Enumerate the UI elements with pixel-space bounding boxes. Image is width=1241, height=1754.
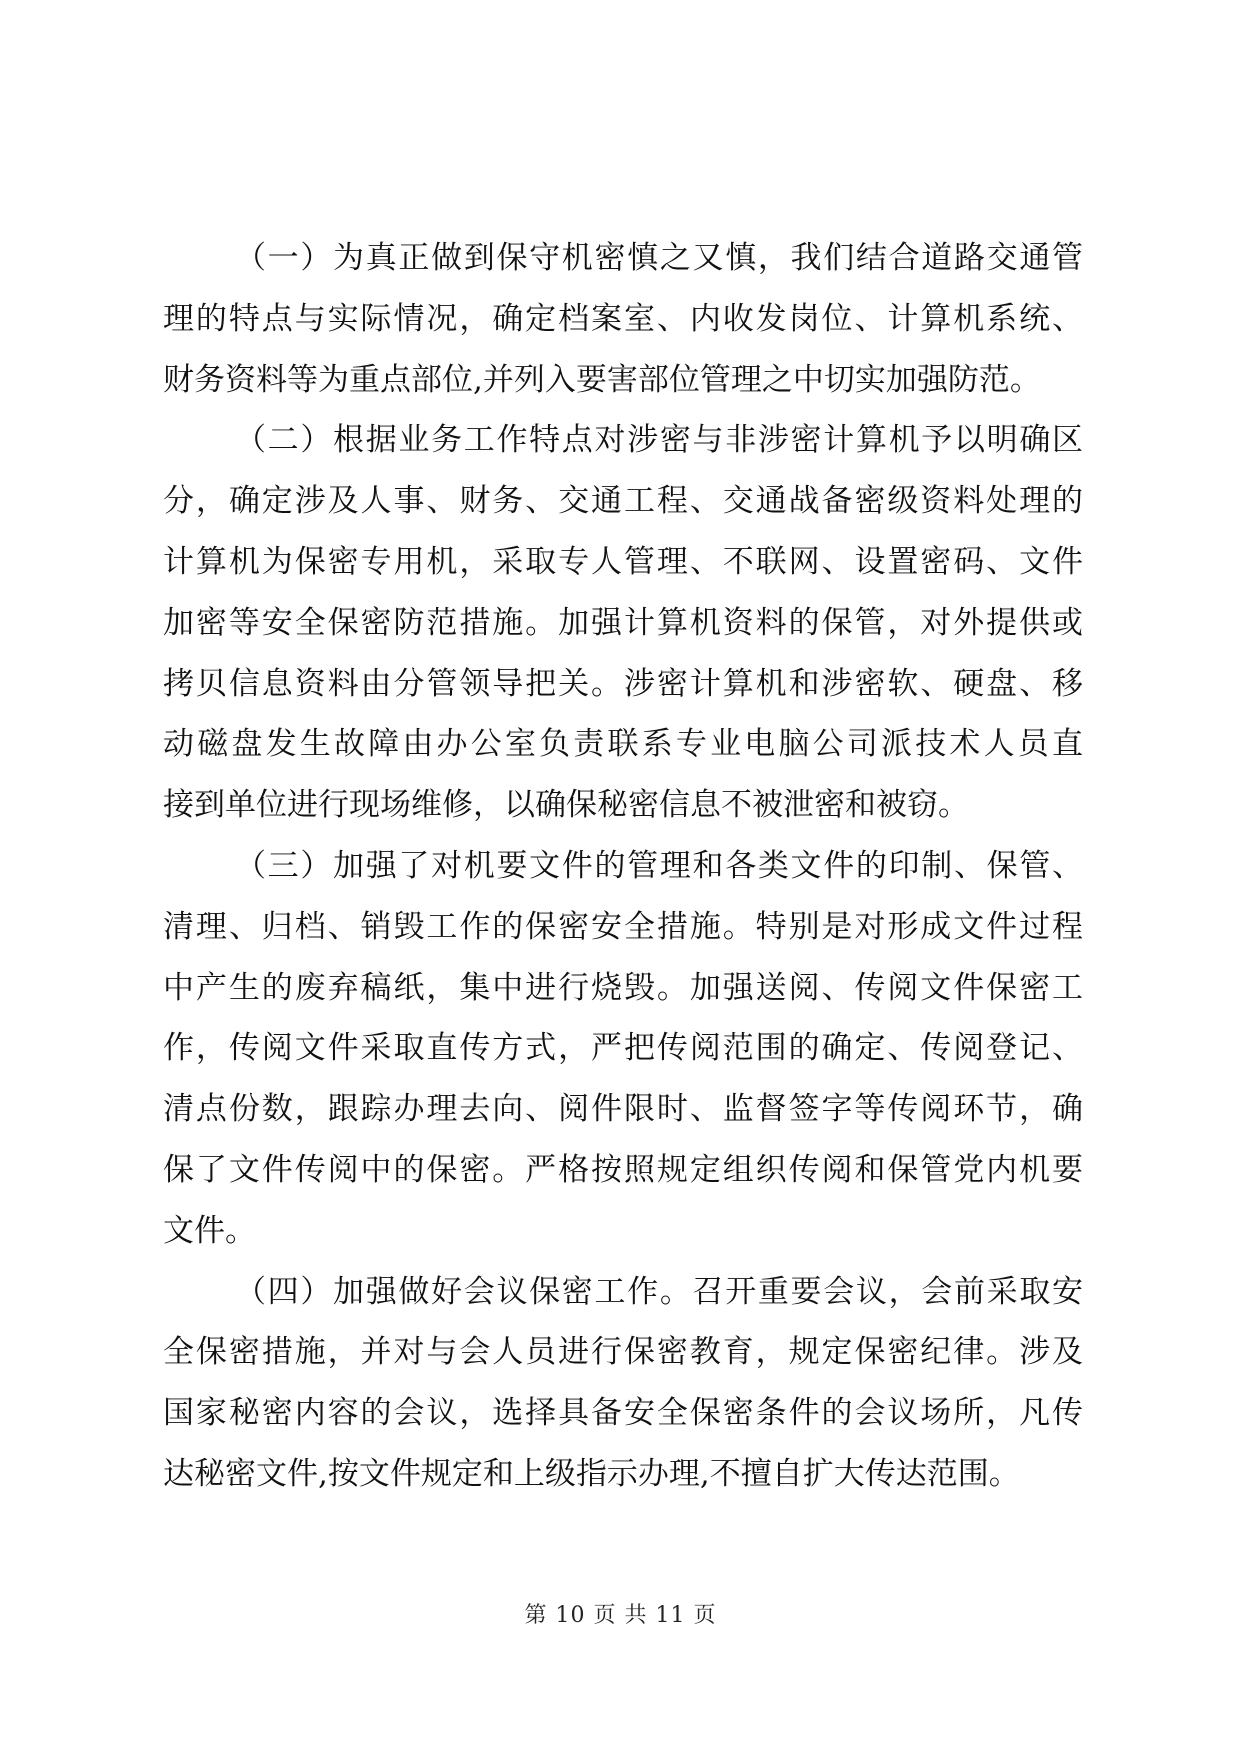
paragraph-3 — [163, 836, 1083, 1262]
text-line: 清点份数，跟踪办理去向、阅件限时、监督签字等传阅环节，确 — [163, 1091, 1083, 1128]
text-line: 接到单位进行现场维修，以确保秘密信息不被泄密和被窃。 — [163, 787, 969, 824]
text-line: 动磁盘发生故障由办公室负责联系专业电脑公司派技术人员直 — [163, 726, 1083, 763]
text-line: 拷贝信息资料由分管领导把关。涉密计算机和涉密软、硬盘、移 — [163, 665, 1083, 702]
text-line: 全保密措施，并对与会人员进行保密教育，规定保密纪律。涉及 — [163, 1334, 1083, 1371]
paragraph-1 — [163, 228, 1083, 410]
text-line: 保了文件传阅中的保密。严格按照规定组织传阅和保管党内机要 — [163, 1151, 1083, 1188]
text-line: 清理、归档、销毁工作的保密安全措施。特别是对形成文件过程 — [163, 908, 1083, 945]
text-line: 国家秘密内容的会议，选择具备安全保密条件的会议场所，凡传 — [163, 1395, 1083, 1432]
text-line: 财务资料等为重点部位,并列入要害部位管理之中切实加强防范。 — [163, 361, 1041, 398]
text-line: 中产生的废弃稿纸，集中进行烧毁。加强送阅、传阅文件保密工 — [163, 969, 1083, 1006]
paragraph-4 — [163, 1262, 1083, 1505]
document-body — [163, 228, 1083, 1505]
text-line: 理的特点与实际情况，确定档案室、内收发岗位、计算机系统、 — [163, 300, 1083, 337]
text-line: 加密等安全保密防范措施。加强计算机资料的保管，对外提供或 — [163, 604, 1083, 641]
text-line: 文件。 — [163, 1212, 256, 1249]
text-line: 作，传阅文件采取直传方式，严把传阅范围的确定、传阅登记、 — [163, 1030, 1083, 1067]
paragraph-2 — [163, 410, 1083, 836]
text-line: （一）为真正做到保守机密慎之又慎，我们结合道路交通管 — [235, 240, 1083, 276]
text-line: 分，确定涉及人事、财务、交通工程、交通战备密级资料处理的 — [163, 483, 1083, 520]
text-line: 计算机为保密专用机，采取专人管理、不联网、设置密码、文件 — [163, 543, 1083, 580]
text-line: （三）加强了对机要文件的管理和各类文件的印制、保管、 — [235, 847, 1083, 884]
page-number-footer: 第 10 页 共 11 页 — [524, 1603, 717, 1628]
text-line: （四）加强做好会议保密工作。召开重要会议，会前采取安 — [235, 1273, 1083, 1310]
text-line: 达秘密文件,按文件规定和上级指示办理,不擅自扩大传达范围。 — [163, 1455, 1020, 1492]
text-line: （二）根据业务工作特点对涉密与非涉密计算机予以明确区 — [235, 422, 1083, 459]
